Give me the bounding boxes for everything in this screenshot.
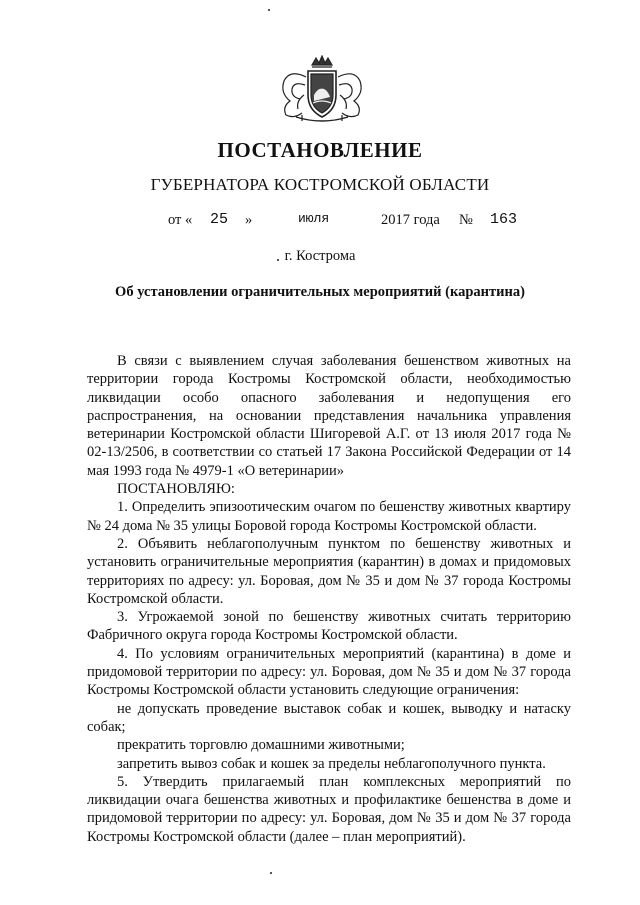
document-heading: Об установлении ограничительных мероприятий (карантина) — [115, 284, 525, 300]
document-issuer: ГУБЕРНАТОРА КОСТРОМСКОЙ ОБЛАСТИ — [150, 175, 490, 194]
item-3: 3. Угрожаемой зоной по бешенству животных считать территорию Фабричного округа города Костромы Костромской области. — [87, 609, 571, 644]
restriction-1: не допускать проведение выставок собак и кошек, выводку и натаску собак; — [87, 700, 571, 735]
decree-word: ПОСТАНОВЛЯЮ: — [117, 481, 235, 498]
date-from-label: от « — [168, 212, 193, 228]
document-number: 163 — [490, 211, 518, 228]
number-sign: № — [459, 212, 473, 228]
date-year: 2017 года — [381, 212, 440, 228]
scan-speck — [268, 9, 270, 11]
document-city: г. Кострома — [284, 248, 356, 264]
restriction-2: прекратить торговлю домашними животными; — [117, 737, 405, 754]
item-5: 5. Утвердить прилагаемый план комплексных мероприятий по ликвидации очага бешенства животных и профилактике бешенства в доме и придомовой территории по адресу: ул. Боровая, дом № 35 и дом № 37 города Костромы Костромской области (далее – план мероприятий). — [87, 773, 571, 845]
date-day: 25 — [210, 211, 229, 228]
restriction-3: запретить вывоз собак и кошек за пределы неблагополучного пункта. — [117, 755, 546, 772]
item-2: 2. Объявить неблагополучным пунктом по бешенству животных и установить ограничительные мероприятия (карантин) в домах и придомовых территориях по адресу: ул. Боровая, дом № 35 и дом № 37 города Костромы Костромской области. — [87, 535, 571, 607]
document-title: ПОСТАНОВЛЕНИЕ — [217, 138, 423, 162]
intro-paragraph: В связи с выявлением случая заболевания бешенством животных на территории города Костромы Костромской области, необходимостью ликвидации особо опасного заболевания и недопущения его распространения, на основании представления начальника управления ветеринарии Костромской области Шигоревой А.Г. от 13 июля 2017 года № 02-13/2506, в соответствии со статьей 17 Закона Российской Федерации от 14 мая 1993 года № 4979-1 «О ветеринарии» — [87, 353, 571, 479]
date-close-quote: » — [245, 212, 253, 228]
date-line — [0, 212, 640, 234]
document-body — [87, 352, 571, 846]
scan-speck — [270, 872, 272, 874]
item-4: 4. По условиям ограничительных мероприятий (карантина) в доме и придомовой территории по адресу: ул. Боровая, дом № 35 и дом № 37 города Костромы Костромской области установить следующие ограничения: — [87, 645, 571, 699]
item-1: 1. Определить эпизоотическим очагом по бешенству животных квартиру № 24 дома № 35 улицы Боровой города Костромы Костромской области. — [87, 499, 571, 534]
coat-of-arms-icon — [272, 55, 372, 125]
date-month: июля — [298, 211, 330, 226]
